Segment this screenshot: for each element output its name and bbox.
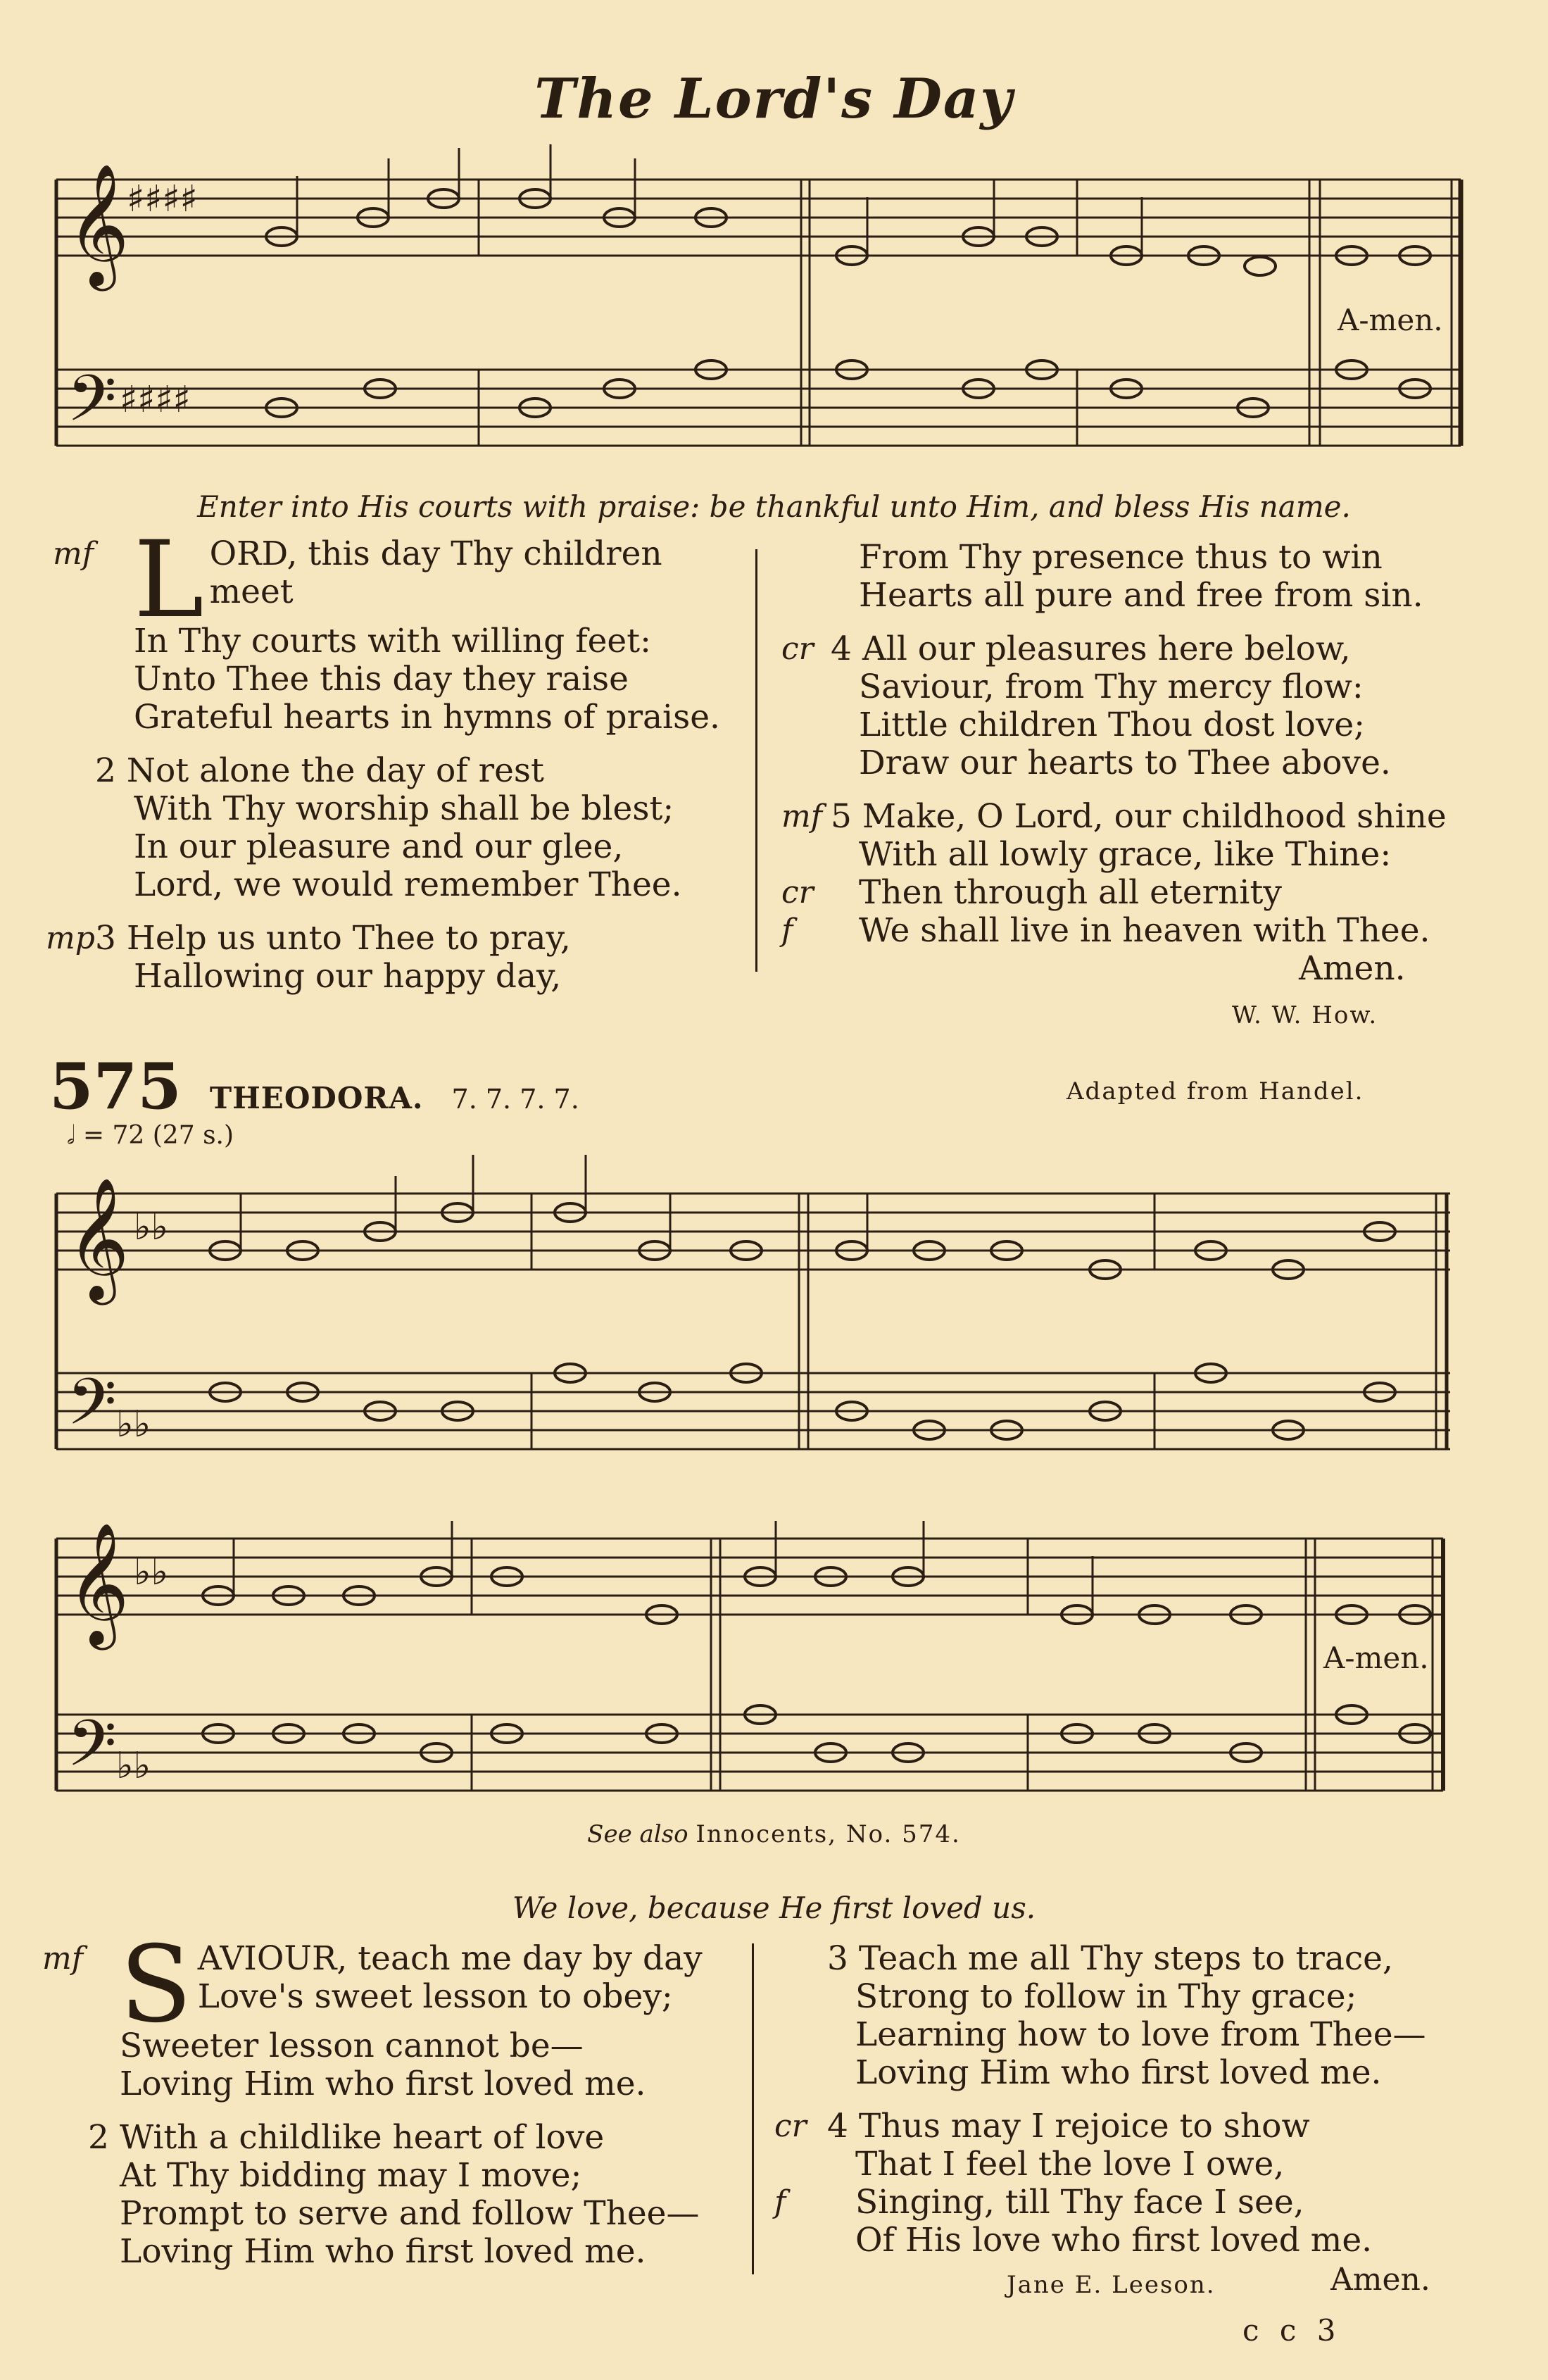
verses-574-left: [46, 519, 743, 996]
verse-line: Then through all eternity: [859, 873, 1282, 912]
svg-text:𝄞: 𝄞: [67, 1177, 130, 1300]
verse-line: Grateful hearts in hymns of praise.: [134, 698, 720, 737]
amen-text-574: Amen.: [1299, 949, 1406, 988]
dynamic-mark: cr: [774, 2108, 807, 2144]
svg-text:♭♭: ♭♭: [116, 1745, 151, 1787]
verse-line: 4 Thus may I rejoice to show: [827, 2107, 1310, 2146]
verse-line: meet: [209, 572, 294, 611]
verse-line: Loving Him who first loved me.: [855, 2053, 1382, 2092]
verse-line: Love's sweet lesson to obey;: [197, 1977, 673, 2016]
scripture-575: We love, because He first loved us.: [512, 1891, 1036, 1925]
verse-line: From Thy presence thus to win: [859, 538, 1383, 577]
verse-line: Saviour, from Thy mercy flow:: [859, 668, 1364, 706]
verse-line: Loving Him who first loved me.: [120, 2232, 646, 2271]
verse-line: In Thy courts with willing feet:: [134, 622, 651, 660]
svg-text:♭♭: ♭♭: [134, 1206, 169, 1248]
dynamic-mark: cr: [781, 631, 814, 667]
verse-line: Sweeter lesson cannot be—: [120, 2027, 584, 2065]
verse-line: Hearts all pure and free from sin.: [859, 576, 1423, 615]
verse-line: 2 With a childlike heart of love: [88, 2118, 605, 2157]
verse-line: 3 Help us unto Thee to pray,: [95, 919, 571, 958]
hymn-575-header: [49, 1049, 579, 1124]
verse-line: Hallowing our happy day,: [134, 957, 562, 996]
verse-line: 2 Not alone the day of rest: [95, 751, 544, 790]
hymn-number: 575: [49, 1049, 182, 1124]
half-note-icon: 𝅗𝅥: [67, 1121, 75, 1150]
verse-line: Prompt to serve and follow Thee—: [120, 2194, 700, 2233]
dynamic-mark: mf: [781, 798, 823, 834]
amen-label-574: A-men.: [1338, 303, 1443, 337]
verse-line: ORD, this day Thy children: [209, 534, 662, 573]
treble-clef-icon: 𝄞: [67, 163, 130, 286]
column-divider: [752, 1943, 754, 2274]
scripture-574: Enter into His courts with praise: be thankful unto Him, and bless His name.: [197, 489, 1351, 524]
composer-575: Adapted from Handel.: [1066, 1077, 1364, 1106]
svg-text:♯♯♯♯: ♯♯♯♯: [127, 178, 198, 220]
verse-line: Of His love who first loved me.: [855, 2221, 1373, 2260]
verse-line: We shall live in heaven with Thee.: [859, 911, 1430, 950]
tune-name: THEODORA.: [209, 1081, 424, 1115]
see-also-prefix: See also: [587, 1820, 688, 1848]
svg-text:𝄢: 𝄢: [67, 1365, 117, 1455]
svg-text:𝄞: 𝄞: [67, 1522, 130, 1645]
tempo-marking: 𝅗𝅥 = 72 (27 s.): [67, 1121, 234, 1150]
dynamic-mark: mp: [46, 920, 95, 956]
verse-line: Learning how to love from Thee—: [855, 2015, 1426, 2054]
verse-line: 3 Teach me all Thy steps to trace,: [827, 1939, 1393, 1978]
dynamic-mark: f: [774, 2184, 786, 2220]
verse-line: AVIOUR, teach me day by day: [197, 1939, 703, 1978]
staff-575b-bass: [56, 1715, 1443, 1791]
verse-line: Loving Him who first loved me.: [120, 2065, 646, 2103]
verse-line: That I feel the love I owe,: [855, 2145, 1285, 2184]
verse-line: In our pleasure and our glee,: [134, 827, 624, 866]
verses-574-right: [781, 539, 1485, 1034]
verse-line: Lord, we would remember Thee.: [134, 865, 682, 904]
dropcap: L: [134, 519, 204, 641]
column-divider: [755, 549, 757, 972]
see-also-ref: Innocents, No. 574.: [696, 1820, 961, 1848]
verse-line: With all lowly grace, like Thine:: [859, 835, 1392, 874]
author-575: Jane E. Leeson.: [1007, 2271, 1216, 2299]
verse-line: 4 All our pleasures here below,: [831, 630, 1351, 668]
verses-575-left: [42, 1924, 746, 2271]
dropcap: S: [120, 1924, 192, 2046]
staff-575b-treble: [56, 1539, 1443, 1615]
verse-line: Unto Thee this day they raise: [134, 660, 629, 699]
meter: 7. 7. 7. 7.: [451, 1084, 579, 1115]
page-title: The Lord's Day: [534, 67, 1014, 131]
author-574: W. W. How.: [1232, 1001, 1378, 1029]
dynamic-mark: f: [781, 913, 793, 948]
amen-label-575: A-men.: [1323, 1641, 1429, 1675]
page-signature: c c 3: [1242, 2313, 1342, 2348]
bass-clef-icon: 𝄢: [67, 361, 117, 451]
verse-line: With Thy worship shall be blest;: [134, 789, 674, 828]
staff-574-treble: [56, 180, 1461, 256]
verse-line: Little children Thou dost love;: [859, 706, 1366, 744]
verses-575-right: [774, 1940, 1514, 2260]
verse-line: 5 Make, O Lord, our childhood shine: [831, 797, 1447, 836]
verse-line: Draw our hearts to Thee above.: [859, 744, 1391, 782]
dynamic-mark: cr: [781, 875, 814, 910]
verse-line: At Thy bidding may I move;: [120, 2156, 582, 2195]
svg-text:♯♯♯♯: ♯♯♯♯: [120, 379, 191, 421]
svg-text:♭♭: ♭♭: [116, 1403, 151, 1446]
see-also: [0, 1820, 1548, 1848]
svg-text:♭♭: ♭♭: [134, 1551, 169, 1593]
staff-575a-bass: [56, 1373, 1450, 1449]
dynamic-mark: mf: [53, 536, 94, 572]
amen-text-575: Amen.: [1330, 2262, 1430, 2298]
svg-text:𝄢: 𝄢: [67, 1706, 117, 1796]
verse-line: Singing, till Thy face I see,: [855, 2183, 1304, 2222]
verse-line: Strong to follow in Thy grace;: [855, 1977, 1357, 2016]
dynamic-mark: mf: [42, 1941, 84, 1977]
